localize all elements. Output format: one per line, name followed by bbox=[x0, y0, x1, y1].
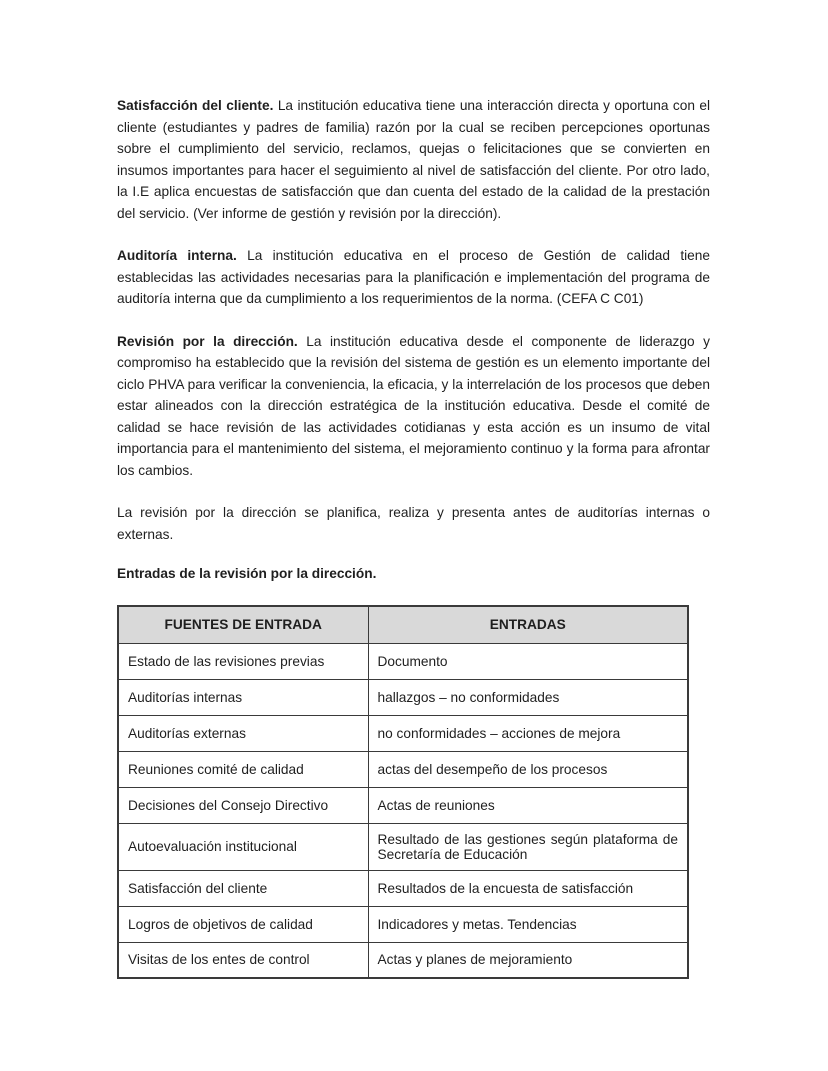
paragraph-body: La revisión por la dirección se planifica, realiza y presenta antes de auditorías internas o externas. bbox=[117, 505, 710, 542]
entries-table bbox=[117, 605, 689, 979]
table-row bbox=[118, 643, 688, 679]
table-cell-source: Decisiones del Consejo Directivo bbox=[118, 787, 368, 823]
table-section-heading: Entradas de la revisión por la dirección. bbox=[117, 566, 377, 581]
table-cell-source: Auditorías internas bbox=[118, 679, 368, 715]
paragraph-lead: Satisfacción del cliente. bbox=[117, 98, 274, 113]
table-cell-source: Autoevaluación institucional bbox=[118, 823, 368, 870]
paragraph-satisfaccion-cliente bbox=[117, 95, 710, 224]
table-cell-source: Reuniones comité de calidad bbox=[118, 751, 368, 787]
table-cell-source: Auditorías externas bbox=[118, 715, 368, 751]
table-cell-entry: Resultados de la encuesta de satisfacción bbox=[368, 870, 688, 906]
paragraph-body: La institución educativa tiene una interacción directa y oportuna con el cliente (estudiantes y padres de familia) razón por la cual se reciben percepciones oportunas sobre el cumplimiento del servicio, reclamos, quejas o felicitaciones que se convierten en insumos importantes para hacer el seguimiento al nivel de satisfacción del cliente. Por otro lado, la I.E aplica encuestas de satisfacción que dan cuenta del estado de la calidad de la prestación del servicio. (Ver informe de gestión y revisión por la dirección). bbox=[117, 98, 710, 221]
table-cell-source: Satisfacción del cliente bbox=[118, 870, 368, 906]
table-cell-entry: no conformidades – acciones de mejora bbox=[368, 715, 688, 751]
table-cell-entry: Actas de reuniones bbox=[368, 787, 688, 823]
table-header-entradas: ENTRADAS bbox=[368, 606, 688, 643]
table-cell-entry: Actas y planes de mejoramiento bbox=[368, 942, 688, 978]
table-row bbox=[118, 906, 688, 942]
table-row bbox=[118, 751, 688, 787]
paragraph-body: La institución educativa desde el componente de liderazgo y compromiso ha establecido que la revisión del sistema de gestión es un elemento importante del ciclo PHVA para verificar la conveniencia, la eficacia, y la interrelación de los procesos que deben estar alineados con la dirección estratégica de la institución educativa. Desde el comité de calidad se hace revisión de las actividades cotidianas y esta acción es un insumo de vital importancia para el mantenimiento del sistema, el mejoramiento continuo y la forma para afrontar los cambios. bbox=[117, 333, 710, 478]
paragraph-revision-direccion bbox=[117, 331, 710, 482]
paragraph-auditoria-interna bbox=[117, 245, 710, 310]
table-row bbox=[118, 787, 688, 823]
table-row bbox=[118, 942, 688, 978]
table-cell-source: Estado de las revisiones previas bbox=[118, 643, 368, 679]
table-header-row bbox=[118, 606, 688, 643]
paragraph-lead: Revisión por la dirección. bbox=[117, 333, 298, 349]
table-row bbox=[118, 870, 688, 906]
table-cell-entry: Documento bbox=[368, 643, 688, 679]
paragraph-lead: Auditoría interna. bbox=[117, 248, 237, 263]
table-row bbox=[118, 679, 688, 715]
table-cell-entry: actas del desempeño de los procesos bbox=[368, 751, 688, 787]
table-cell-entry: Indicadores y metas. Tendencias bbox=[368, 906, 688, 942]
table-cell-source: Visitas de los entes de control bbox=[118, 942, 368, 978]
table-header-fuentes: FUENTES DE ENTRADA bbox=[118, 606, 368, 643]
table-cell-entry: Resultado de las gestiones según plataforma de Secretaría de Educación bbox=[368, 823, 688, 870]
table-cell-entry: hallazgos – no conformidades bbox=[368, 679, 688, 715]
table-row bbox=[118, 715, 688, 751]
paragraph-body: La institución educativa en el proceso de Gestión de calidad tiene establecidas las actividades necesarias para la planificación e implementación del programa de auditoría interna que da cumplimiento a los requerimientos de la norma. (CEFA C C01) bbox=[117, 248, 711, 306]
table-row bbox=[118, 823, 688, 870]
table-cell-source: Logros de objetivos de calidad bbox=[118, 906, 368, 942]
paragraph-revision-planifica bbox=[117, 502, 710, 545]
